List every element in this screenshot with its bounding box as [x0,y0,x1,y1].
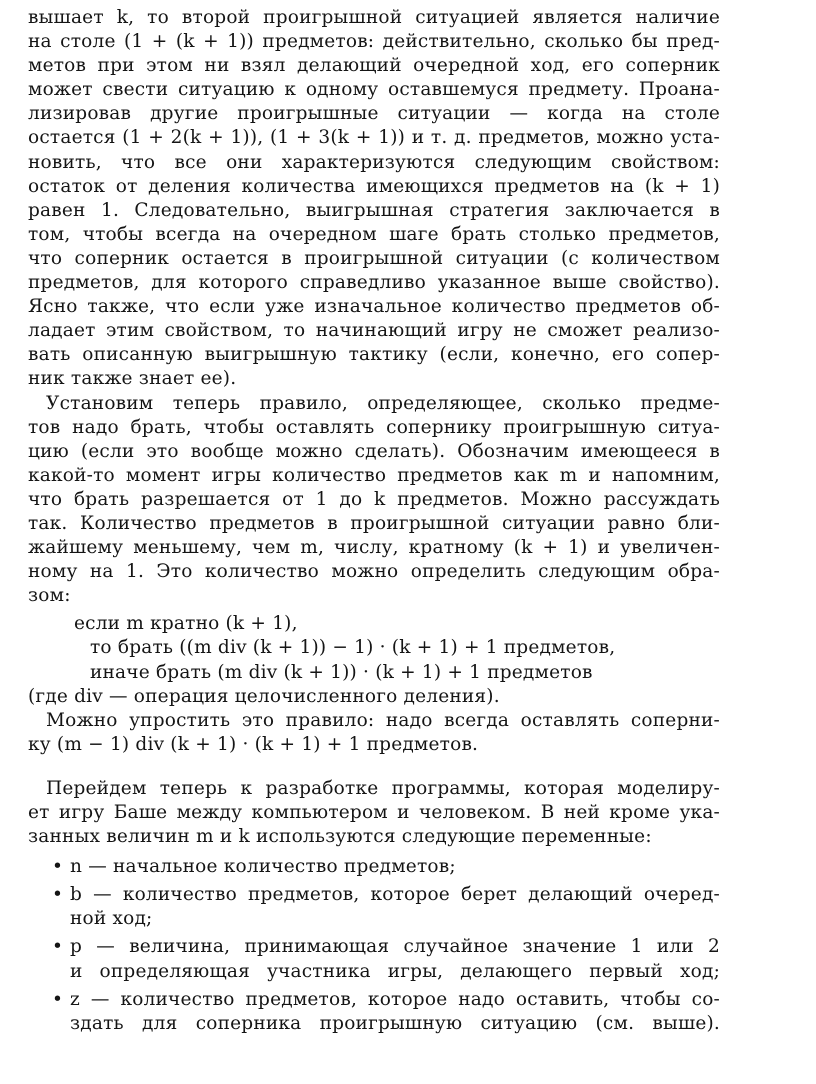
text-line: занных величин m и k используются следующие переменные: [28,826,652,848]
paragraph-strategy [28,6,720,392]
list-item [50,935,720,983]
text-line: что соперник остается в проигрышной ситуации (с количеством [28,247,720,269]
text-line: цию (если это вообще можно сделать). Обозначим имеющееся в [28,440,720,462]
rule-note: (где div — операция целочисленного деления). [28,685,500,707]
text-line: что брать разрешается от 1 до k предметов. Можно рассуждать [28,488,720,510]
list-item-line: b — количество предметов, которое берет делающий очеред- [70,884,720,906]
text-line: ному на 1. Это количество можно определить следующим обра- [28,561,720,583]
text-line: вышает k, то второй проигрышной ситуацией является наличие [28,7,720,28]
text-line: предметов, для которого справедливо указанное выше свойство). [28,272,720,294]
text-line: лизировав другие проигрышные ситуации — когда на столе [28,103,720,125]
paragraph-program-intro [28,777,720,849]
text-line: остаток от деления количества имеющихся предметов на (k + 1) [28,175,720,197]
list-item [50,855,720,879]
paragraph-simplified-rule [28,709,720,757]
section-gap [28,757,720,777]
rule-then: то брать ((m div (k + 1)) − 1) · (k + 1) + 1 предметов, [90,637,616,659]
text-line: новить, что все они характеризуются следующим свойством: [28,151,720,173]
text-line: может свести ситуацию к одному оставшемуся предмету. Проана- [28,79,720,101]
text-line: метов при этом ни взял делающий очередной ход, его соперник [28,55,720,77]
text-line: ладает этим свойством, то начинающий игру не сможет реализо- [28,320,720,342]
text-line: ет игру Баше между компьютером и человеком. В ней кроме ука- [28,802,720,823]
text-line: остается (1 + 2(k + 1)), (1 + 3(k + 1)) и т. д. предметов, можно уста- [28,127,720,149]
paragraph-rule-intro [28,392,720,609]
text-line: равен 1. Следовательно, выигрышная стратегия заключается в [28,199,720,221]
bullet-icon: • [52,936,64,958]
list-item-line: ной ход; [70,908,153,930]
text-line: ник также знает ее). [28,368,237,390]
list-item-line: и определяющая участника игры, делающего первый ход; [70,960,720,982]
text-line: ку (m − 1) div (k + 1) · (k + 1) + 1 предметов. [28,733,479,755]
text-line: тов надо брать, чтобы оставлять сопернику проигрышную ситуа- [28,416,720,438]
rule-block [28,612,720,708]
text-line: том, чтобы всегда на очередном шаге брать столько предметов, [28,223,720,245]
text-line: на столе (1 + (k + 1)) предметов: действительно, сколько бы пред- [28,31,720,53]
text-line: какой-то момент игры количество предметов как m и напомним, [28,464,720,486]
text-line: зом: [28,585,71,607]
rule-else: иначе брать (m div (k + 1)) · (k + 1) + 1 предметов [90,661,593,683]
text-line: Перейдем теперь к разработке программы, которая моделиру- [46,777,720,799]
text-line: Установим теперь правило, определяющее, сколько предме- [46,392,720,414]
list-item-line: n — начальное количество предметов; [70,856,456,878]
rule-condition: если m кратно (k + 1), [74,613,298,635]
text-line: жайшему меньшему, чем m, числу, кратному (k + 1) и увеличен- [28,537,720,559]
list-item-line: здать для соперника проигрышную ситуацию (см. выше). [70,1012,720,1034]
text-line: Ясно также, что если уже изначальное количество предметов об- [28,296,720,318]
bullet-icon: • [52,856,64,878]
list-item-line: p — величина, принимающая случайное значение 1 или 2 [70,936,720,958]
bullet-icon: • [52,988,64,1010]
list-item-line: z — количество предметов, которое надо оставить, чтобы со- [70,988,720,1010]
list-item [50,988,720,1036]
list-item [50,883,720,931]
text-line: Можно упростить это правило: надо всегда оставлять соперни- [46,709,720,731]
text-line: так. Количество предметов в проигрышной ситуации равно бли- [28,512,720,534]
book-page [28,6,720,1036]
variable-list [28,855,720,1036]
bullet-icon: • [52,884,64,906]
text-line: вать описанную выигрышную тактику (если, конечно, его сопер- [28,344,720,366]
